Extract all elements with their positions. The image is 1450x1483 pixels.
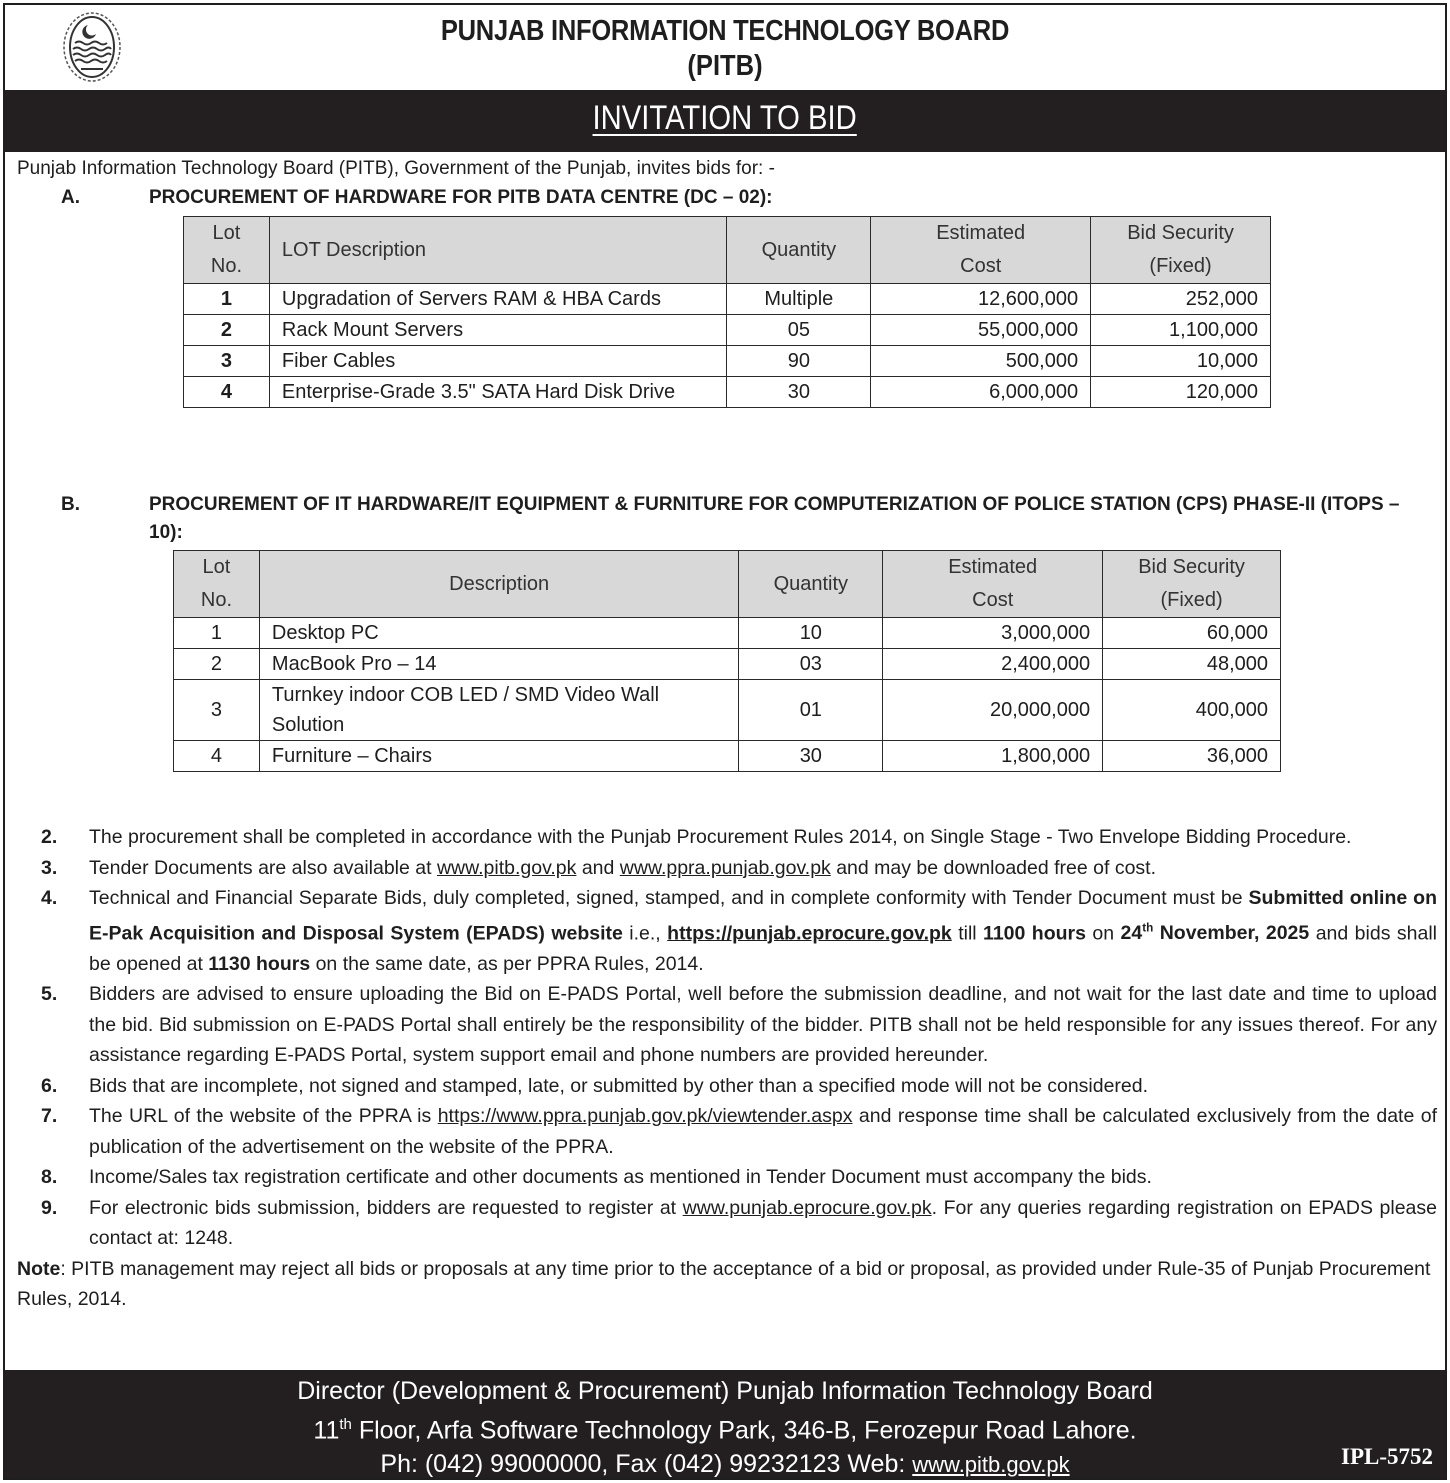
item-number: 4. bbox=[41, 887, 58, 909]
lot-number: 1 bbox=[174, 618, 260, 649]
lot-bid-security: 60,000 bbox=[1103, 618, 1281, 649]
lot-estimated-cost: 6,000,000 bbox=[871, 377, 1091, 408]
footer-website-link[interactable]: www.pitb.gov.pk bbox=[912, 1452, 1070, 1478]
intro-text: Punjab Information Technology Board (PITB), Government of the Punjab, invites bids for: - bbox=[17, 158, 775, 179]
list-item bbox=[5, 883, 1449, 979]
section-b-title: PROCUREMENT OF IT HARDWARE/IT EQUIPMENT & FURNITURE FOR COMPUTERIZATION OF POLICE STATION (CPS) PHASE-II (ITOPS – 10): bbox=[149, 494, 1400, 543]
item-number: 8. bbox=[41, 1166, 58, 1188]
col-estimated-cost: Estimated Cost bbox=[883, 551, 1103, 618]
lot-description: Enterprise-Grade 3.5" SATA Hard Disk Drive bbox=[269, 377, 727, 408]
table-header-row bbox=[184, 217, 1271, 284]
item-text: Bidders are advised to ensure uploading the Bid on E-PADS Portal, well before the submission deadline, and not wait for the last date and time to upload the bid. Bid submission on E-PADS Portal shall entirely be the responsibility of the bidder. PITB shall not be held responsible for any issues thereof. For any assistance regarding E-PADS Portal, system support email and phone numbers are provided hereunder. bbox=[89, 983, 1437, 1066]
opening-time: 1130 hours bbox=[208, 952, 311, 975]
lot-estimated-cost: 55,000,000 bbox=[871, 315, 1091, 346]
table-row bbox=[184, 377, 1271, 408]
lot-bid-security: 120,000 bbox=[1091, 377, 1271, 408]
item-text: Tender Documents are also available at www.pitb.gov.pk and www.ppra.punjab.gov.pk and may be downloaded free of cost. bbox=[89, 856, 1157, 879]
table-row bbox=[184, 315, 1271, 346]
item-text: Technical and Financial Separate Bids, duly completed, signed, stamped, and in complete conformity with Tender Document must be Submitted online on E-Pak Acquisition and Disposal System (EPADS) website i.e., https://punjab.eprocure.gov.pk till 1100 hours on 24th November, 2025 and bids shall be opened at 1130 hours on the same date, as per PPRA Rules, 2014. bbox=[89, 887, 1438, 975]
item-number: 7. bbox=[41, 1105, 58, 1127]
lot-description: MacBook Pro – 14 bbox=[259, 649, 738, 680]
lot-bid-security: 48,000 bbox=[1103, 649, 1281, 680]
section-a-table bbox=[183, 216, 1271, 408]
epads-portal-link[interactable]: https://punjab.eprocure.gov.pk bbox=[667, 922, 952, 944]
contact-phone: Ph: (042) 99000000, Fax (042) 99232123 Web: www.pitb.gov.pk bbox=[380, 1450, 1070, 1479]
col-description: LOT Description bbox=[269, 217, 727, 284]
item-text: Bids that are incomplete, not signed and stamped, late, or submitted by other than a specified mode will not be considered. bbox=[89, 1074, 1149, 1097]
lot-estimated-cost: 3,000,000 bbox=[883, 618, 1103, 649]
list-item bbox=[5, 1162, 1449, 1193]
lot-description: Upgradation of Servers RAM & HBA Cards bbox=[269, 284, 727, 315]
lot-quantity: 90 bbox=[727, 346, 871, 377]
lot-number: 2 bbox=[174, 649, 260, 680]
note-text: : PITB management may reject all bids or proposals at any time prior to the acceptance of a bid or proposal, as provided under Rule-35 of Punjab Procurement Rules, 2014. bbox=[17, 1257, 1431, 1310]
section-a-letter: A. bbox=[61, 187, 80, 208]
submission-date: 24th November, 2025 bbox=[1120, 921, 1310, 944]
lot-description: Furniture – Chairs bbox=[259, 741, 738, 772]
section-b-heading bbox=[5, 491, 1445, 547]
table-row bbox=[174, 680, 1281, 741]
lot-number: 3 bbox=[174, 680, 260, 741]
lot-description: Rack Mount Servers bbox=[269, 315, 727, 346]
col-lot-no: Lot No. bbox=[174, 551, 260, 618]
contact-office: Director (Development & Procurement) Punjab Information Technology Board bbox=[297, 1377, 1153, 1405]
section-b-letter: B. bbox=[61, 494, 80, 515]
table-header-row bbox=[174, 551, 1281, 618]
lot-estimated-cost: 12,600,000 bbox=[871, 284, 1091, 315]
table-row bbox=[174, 649, 1281, 680]
bid-notice bbox=[3, 3, 1447, 1480]
lot-quantity: 03 bbox=[739, 649, 883, 680]
list-item bbox=[5, 979, 1449, 1071]
note-label: Note bbox=[17, 1257, 61, 1280]
terms-list bbox=[5, 822, 1449, 1314]
pitb-website-link[interactable]: www.pitb.gov.pk bbox=[436, 856, 577, 879]
lot-number: 3 bbox=[184, 346, 270, 377]
item-number: 2. bbox=[41, 826, 58, 848]
item-number: 5. bbox=[41, 983, 58, 1005]
table-row bbox=[184, 284, 1271, 315]
lot-estimated-cost: 20,000,000 bbox=[883, 680, 1103, 741]
lot-bid-security: 1,100,000 bbox=[1091, 315, 1271, 346]
col-estimated-cost: Estimated Cost bbox=[871, 217, 1091, 284]
lot-description: Turnkey indoor COB LED / SMD Video Wall Solution bbox=[259, 680, 738, 741]
list-item bbox=[5, 853, 1449, 884]
lot-bid-security: 252,000 bbox=[1091, 284, 1271, 315]
col-bid-security: Bid Security (Fixed) bbox=[1103, 551, 1281, 618]
item-text: Income/Sales tax registration certificate and other documents as mentioned in Tender Document must accompany the bids. bbox=[89, 1166, 1152, 1188]
lot-quantity: 30 bbox=[739, 741, 883, 772]
lot-number: 4 bbox=[174, 741, 260, 772]
lot-bid-security: 10,000 bbox=[1091, 346, 1271, 377]
lot-quantity: Multiple bbox=[727, 284, 871, 315]
item-number: 9. bbox=[41, 1196, 58, 1219]
col-lot-no: Lot No. bbox=[184, 217, 270, 284]
page-title: INVITATION TO BID bbox=[592, 99, 858, 137]
lot-number: 2 bbox=[184, 315, 270, 346]
lot-description: Fiber Cables bbox=[269, 346, 727, 377]
item-text: The URL of the website of the PPRA is https://www.ppra.punjab.gov.pk/viewtender.aspx and response time shall be calculated exclusively from the date of publication of the advertisement on the website of the PPRA. bbox=[89, 1105, 1437, 1158]
lot-quantity: 30 bbox=[727, 377, 871, 408]
list-item bbox=[5, 822, 1449, 853]
col-description: Description bbox=[259, 551, 738, 618]
org-abbreviation: (PITB) bbox=[687, 50, 763, 82]
list-item bbox=[5, 1071, 1449, 1102]
title-banner bbox=[5, 90, 1445, 152]
item-text: The procurement shall be completed in accordance with the Punjab Procurement Rules 2014, on Single Stage - Two Envelope Bidding Procedure. bbox=[89, 826, 1352, 848]
ppra-website-link[interactable]: www.ppra.punjab.gov.pk bbox=[619, 856, 831, 879]
list-item bbox=[5, 1101, 1449, 1162]
lot-quantity: 10 bbox=[739, 618, 883, 649]
contact-address: 11th Floor, Arfa Software Technology Park, 346-B, Ferozepur Road Lahore. bbox=[313, 1416, 1137, 1445]
lot-number: 4 bbox=[184, 377, 270, 408]
ppra-viewtender-link[interactable]: https://www.ppra.punjab.gov.pk/viewtender.aspx bbox=[437, 1105, 853, 1127]
final-note bbox=[5, 1254, 1449, 1314]
section-a-title: PROCUREMENT OF HARDWARE FOR PITB DATA CENTRE (DC – 02): bbox=[149, 187, 773, 208]
col-bid-security: Bid Security (Fixed) bbox=[1091, 217, 1271, 284]
header bbox=[5, 5, 1445, 90]
lot-quantity: 01 bbox=[739, 680, 883, 741]
col-quantity: Quantity bbox=[727, 217, 871, 284]
lot-number: 1 bbox=[184, 284, 270, 315]
lot-estimated-cost: 2,400,000 bbox=[883, 649, 1103, 680]
table-row bbox=[184, 346, 1271, 377]
lot-bid-security: 36,000 bbox=[1103, 741, 1281, 772]
item-number: 3. bbox=[41, 856, 58, 879]
lot-description: Desktop PC bbox=[259, 618, 738, 649]
item-text: For electronic bids submission, bidders are requested to register at www.punjab.eprocure.gov.pk. For any queries regarding registration on EPADS please contact at: 1248. bbox=[89, 1196, 1437, 1249]
submission-deadline-time: 1100 hours bbox=[983, 922, 1086, 944]
footer-contact bbox=[5, 1370, 1445, 1478]
list-item bbox=[5, 1193, 1449, 1254]
lot-quantity: 05 bbox=[727, 315, 871, 346]
lot-estimated-cost: 500,000 bbox=[871, 346, 1091, 377]
ad-reference-code: IPL-5752 bbox=[1341, 1444, 1433, 1469]
table-row bbox=[174, 618, 1281, 649]
lot-estimated-cost: 1,800,000 bbox=[883, 741, 1103, 772]
lot-bid-security: 400,000 bbox=[1103, 680, 1281, 741]
org-title: PUNJAB INFORMATION TECHNOLOGY BOARD bbox=[440, 15, 1010, 47]
section-b-table bbox=[173, 550, 1281, 772]
table-row bbox=[174, 741, 1281, 772]
item-number: 6. bbox=[41, 1074, 58, 1097]
col-quantity: Quantity bbox=[739, 551, 883, 618]
section-a-heading bbox=[5, 184, 1445, 212]
eprocure-register-link[interactable]: www.punjab.eprocure.gov.pk bbox=[682, 1196, 932, 1219]
